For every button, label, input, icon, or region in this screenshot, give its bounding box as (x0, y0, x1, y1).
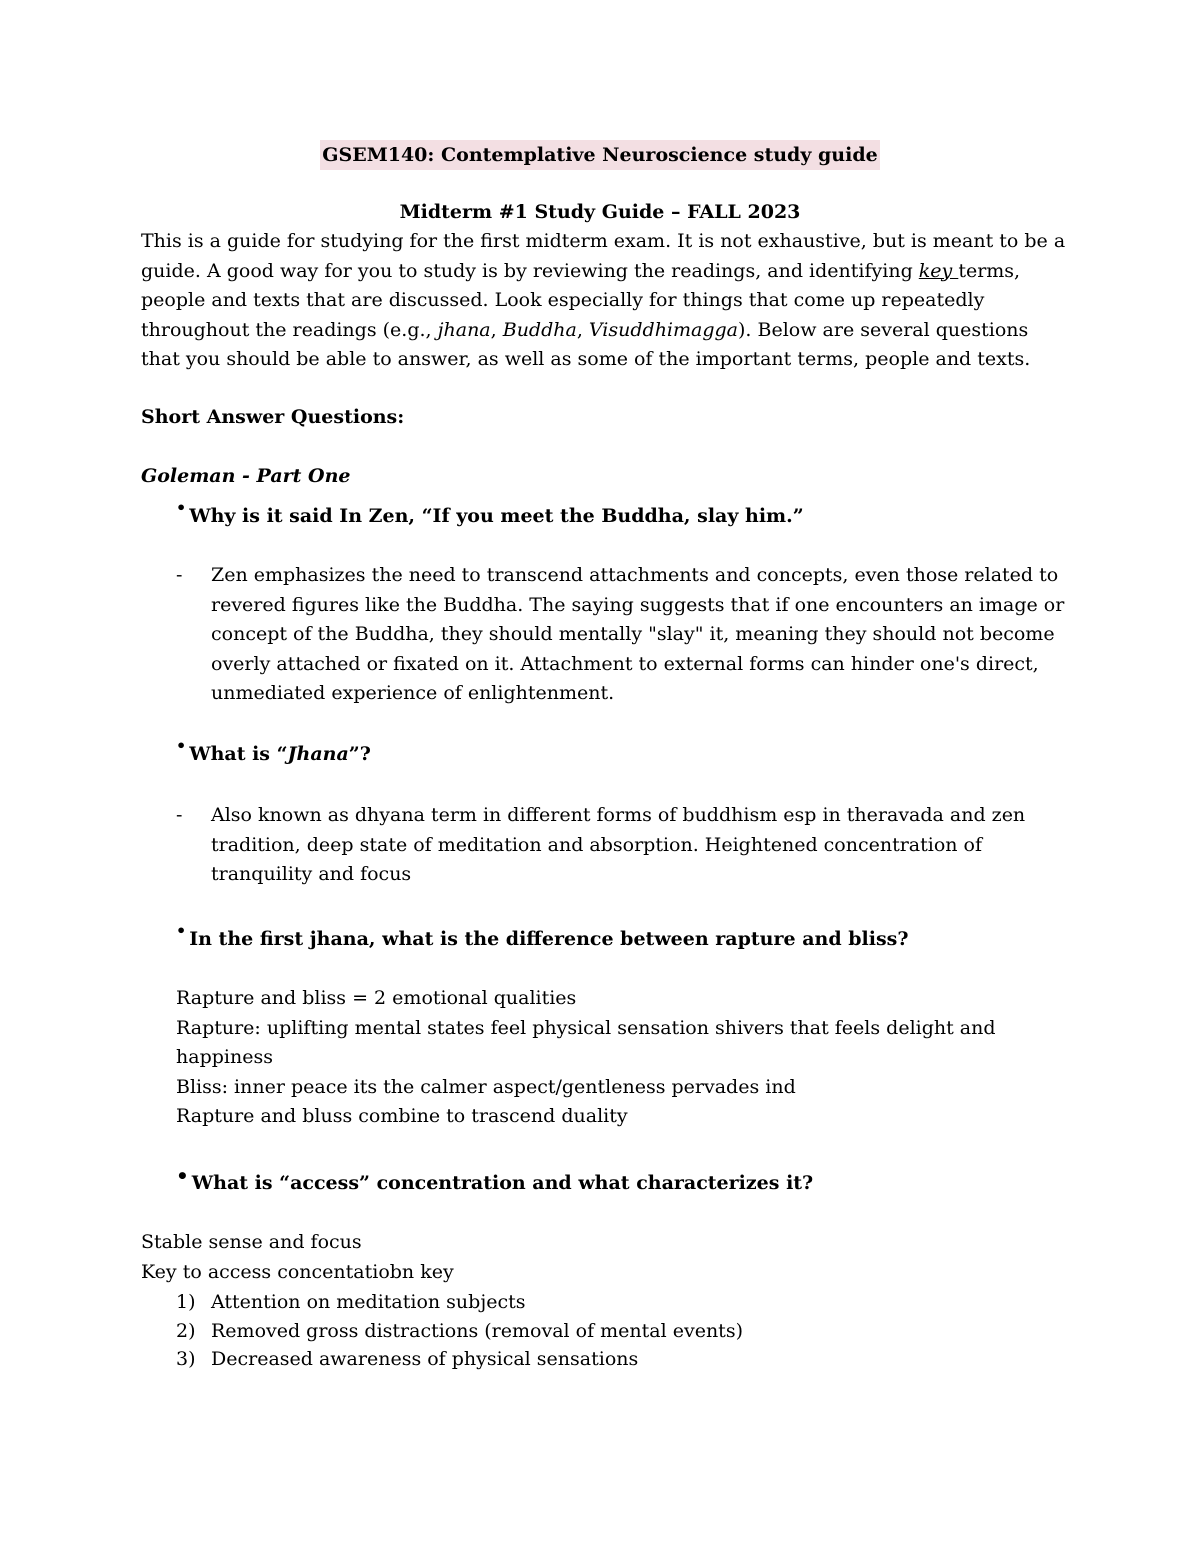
section-heading: Short Answer Questions: (141, 406, 405, 428)
answer-4-line: Stable sense and focus (141, 1231, 362, 1253)
question-3 (176, 921, 1076, 955)
answer-3-line: happiness (176, 1046, 273, 1068)
document-title: GSEM140: Contemplative Neuroscience study guide (320, 140, 879, 170)
answer-3-line: Rapture and bliss = 2 emotional qualities (176, 987, 577, 1009)
list-item (176, 1288, 976, 1317)
question-3-text: In the first jhana, what is the difference between rapture and bliss? (189, 928, 909, 950)
bullet-icon: • (176, 921, 187, 940)
question-1 (176, 498, 1076, 532)
list-number: 3) (176, 1348, 196, 1370)
bullet-icon: • (176, 736, 187, 755)
question-2-term: Jhana (287, 743, 349, 765)
intro-separator: , (576, 318, 589, 341)
answer-3-line: Rapture: uplifting mental states feel physical sensation shivers that feels delight and (176, 1016, 996, 1039)
question-2-text-pre: What is “ (189, 743, 288, 765)
subsection-heading: Goleman - Part One (141, 465, 351, 487)
answer-3-line: Rapture and bluss combine to trascend duality (176, 1105, 628, 1127)
intro-term-buddha: Buddha (502, 318, 577, 341)
intro-separator: , (490, 318, 503, 341)
question-2 (176, 736, 1076, 770)
list-number: 1) (176, 1291, 196, 1313)
question-4 (176, 1164, 1076, 1199)
answer-1-text: Zen emphasizes the need to transcend attachments and concepts, even those related to revered figures like the Buddha. The saying suggests that if one encounters an image or concept of the Buddha, they should mentally "slay" it, meaning they should not become overly attached or fixated on it. Attachment to external forms can hinder one's direct, unmediated experience of enlightenment. (211, 564, 1065, 704)
dash-marker: - (176, 564, 183, 586)
numbered-list (176, 1288, 976, 1374)
intro-text-c: ). Below are several questions that you should be able to answer, as well as some of the important terms, people and texts. (141, 318, 1031, 370)
intro-term-jhana: jhana (437, 318, 491, 341)
intro-text-b: terms, people and texts that are discussed. Look especially for things that come up repeatedly throughout the readings (e.g., (141, 259, 1021, 341)
list-text: Decreased awareness of physical sensations (211, 1348, 639, 1370)
list-text: Removed gross distractions (removal of mental events) (211, 1319, 743, 1342)
intro-term-visuddhimagga: Visuddhimagga (588, 318, 739, 341)
intro-paragraph (141, 227, 1071, 375)
list-number: 2) (176, 1319, 196, 1342)
title-container (0, 140, 1200, 171)
list-item (176, 1317, 976, 1346)
question-2-text-post: ”? (348, 743, 371, 765)
intro-text-a: This is a guide for studying for the first midterm exam. It is not exhaustive, but is meant to be a guide. A good way for you to study is by reviewing the readings, and identifying (141, 230, 1066, 282)
list-item (176, 1345, 976, 1374)
answer-3-line: Bliss: inner peace its the calmer aspect/gentleness pervades ind (176, 1075, 796, 1098)
intro-key-word: key (918, 259, 959, 282)
answer-3 (176, 984, 1076, 1132)
answer-2-text: Also known as dhyana term in different forms of buddhism esp in theravada and zen tradition, deep state of meditation and absorption. Heightened concentration of tranquility and focus (211, 804, 1026, 885)
list-text: Attention on meditation subjects (211, 1291, 526, 1313)
dash-marker: - (176, 804, 183, 826)
question-1-text: Why is it said In Zen, “If you meet the Buddha, slay him.” (189, 505, 804, 527)
document-subtitle: Midterm #1 Study Guide – FALL 2023 (399, 201, 801, 223)
bullet-icon: • (176, 1164, 189, 1188)
bullet-icon: • (176, 498, 187, 517)
question-4-text: What is “access” concentration and what characterizes it? (191, 1172, 814, 1194)
answer-4 (141, 1228, 1041, 1287)
answer-4-line: Key to access concentatiobn key (141, 1260, 454, 1283)
